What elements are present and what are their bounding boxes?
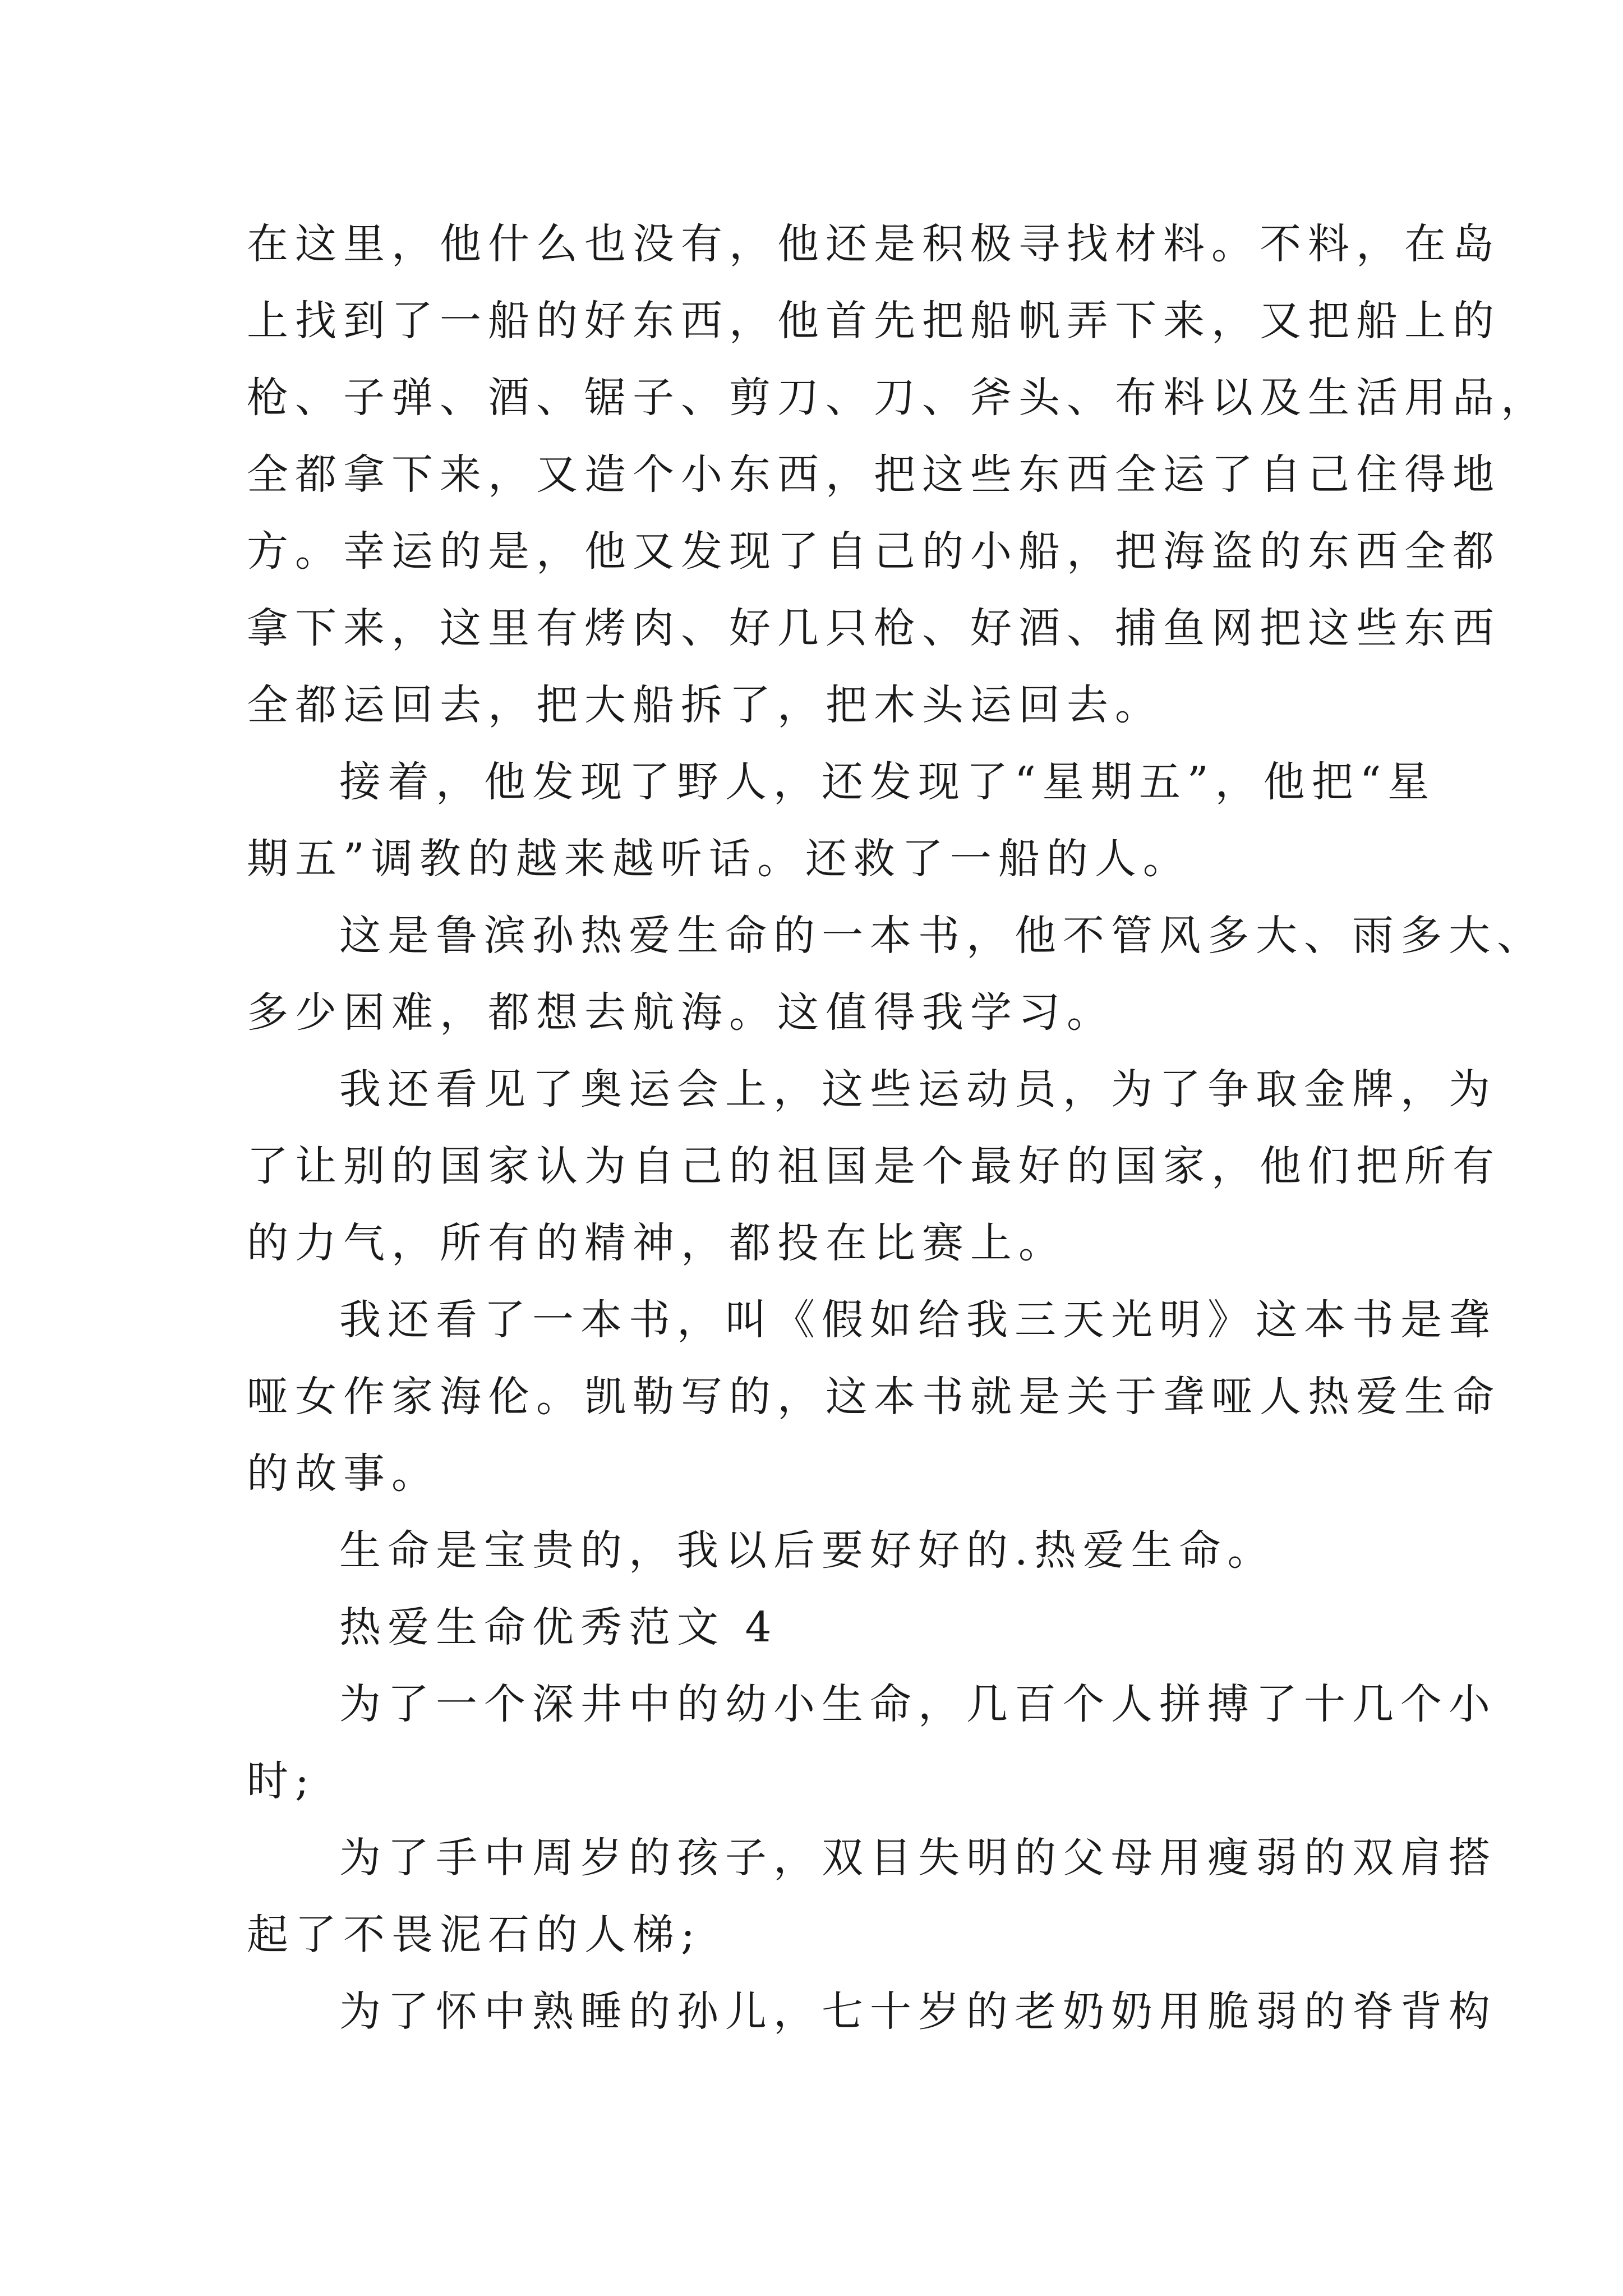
text-line: 时; <box>247 1757 316 1805</box>
text-line: 的故事。 <box>247 1450 440 1498</box>
text-line: 上找到了一船的好东西，他首先把船帆弄下来，又把船上的 <box>247 297 1501 345</box>
text-line: 多少困难，都想去航海。这值得我学习。 <box>247 988 1115 1037</box>
text-line: 起了不畏泥石的人梯; <box>247 1911 702 1959</box>
paragraph-first-line: 生命是宝贵的，我以后要好好的.热爱生命。 <box>339 1526 1276 1575</box>
text-line: 哑女作家海伦。凯勒写的，这本书就是关于聋哑人热爱生命 <box>247 1373 1501 1421</box>
text-line: 方。幸运的是，他又发现了自己的小船，把海盗的东西全都 <box>247 527 1501 576</box>
text-line: 全都运回去，把大船拆了，把木头运回去。 <box>247 681 1163 729</box>
paragraph-first-line: 我还看了一本书，叫《假如给我三天光明》这本书是聋 <box>339 1296 1497 1344</box>
paragraph-first-line: 为了一个深井中的幼小生命，几百个人拼搏了十几个小 <box>339 1680 1497 1728</box>
text-line: 枪、子弹、酒、锯子、剪刀、刀、斧头、布料以及生活用品， <box>247 374 1549 422</box>
text-line: 在这里，他什么也没有，他还是积极寻找材料。不料，在岛 <box>247 220 1501 268</box>
text-line: 全都拿下来，又造个小东西，把这些东西全运了自己住得地 <box>247 450 1501 499</box>
text-line: 期五”调教的越来越听话。还救了一船的人。 <box>247 835 1191 883</box>
paragraph-first-line: 为了怀中熟睡的孙儿，七十岁的老奶奶用脆弱的脊背构 <box>339 1987 1497 2036</box>
text-line: 了让别的国家认为自己的祖国是个最好的国家，他们把所有 <box>247 1142 1501 1190</box>
paragraph-first-line: 这是鲁滨孙热爱生命的一本书，他不管风多大、雨多大、 <box>339 912 1545 960</box>
paragraph-first-line: 接着，他发现了野人，还发现了“星期五”，他把“星 <box>339 758 1436 806</box>
paragraph-first-line: 为了手中周岁的孩子，双目失明的父母用瘦弱的双肩搭 <box>339 1834 1497 1882</box>
text-line: 的力气，所有的精神，都投在比赛上。 <box>247 1219 1067 1267</box>
paragraph-first-line: 我还看见了奥运会上，这些运动员，为了争取金牌，为 <box>339 1065 1497 1114</box>
text-line: 拿下来，这里有烤肉、好几只枪、好酒、捕鱼网把这些东西 <box>247 604 1501 652</box>
section-heading: 热爱生命优秀范文 4 <box>339 1603 778 1651</box>
